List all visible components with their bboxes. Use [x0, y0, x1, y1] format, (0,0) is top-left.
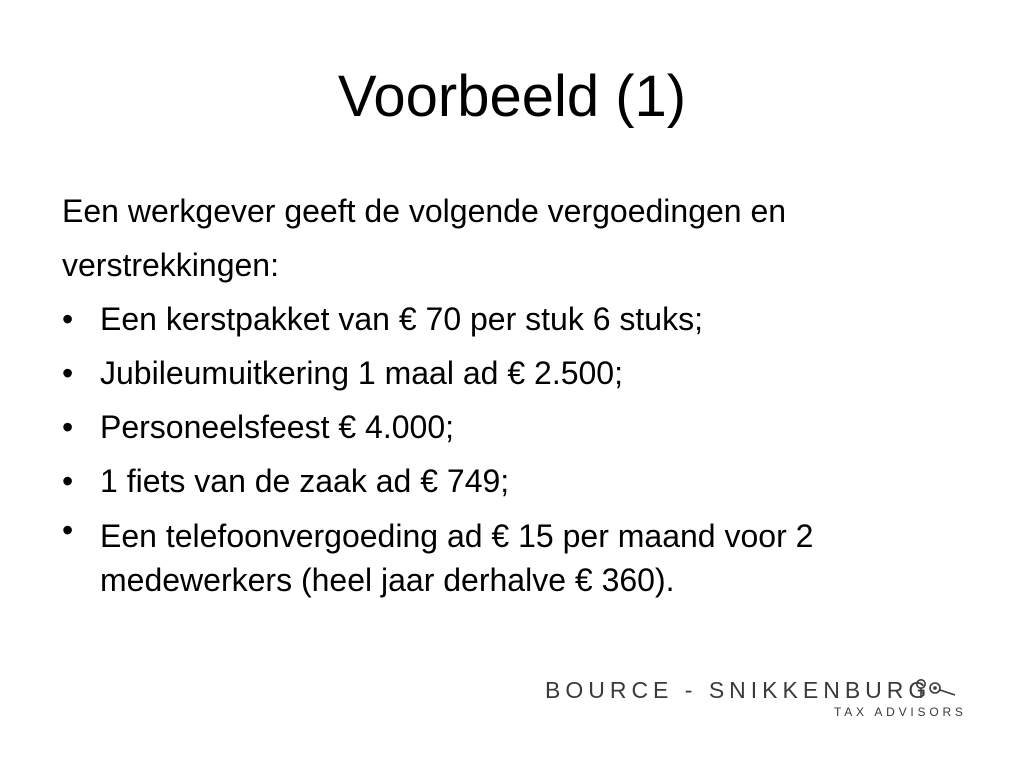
- bullet-item: [62, 346, 962, 400]
- bullet-list: [62, 292, 962, 602]
- intro-line-2: verstrekkingen:: [62, 247, 279, 283]
- bullet-dot-icon: •: [62, 301, 74, 337]
- logo-sub-text: TAX ADVISORS: [834, 705, 967, 719]
- bullet-dot-icon: •: [62, 463, 74, 499]
- company-logo: [545, 676, 965, 726]
- bullet-item: [62, 454, 962, 508]
- bullet-item: [62, 508, 962, 602]
- slide-title: Voorbeeld (1): [337, 64, 687, 129]
- magnifier-key-icon: [915, 678, 959, 700]
- bullet-text: Personeelsfeest € 4.000;: [100, 409, 455, 445]
- bullet-text: Een telefoonvergoeding ad € 15 per maand voor 2 medewerkers (heel jaar derhalve € 360).: [100, 518, 814, 598]
- slide-body: [62, 184, 962, 602]
- bullet-item: [62, 400, 962, 454]
- bullet-dot-icon: •: [62, 355, 74, 391]
- logo-main-text: BOURCE - SNIKKENBURG: [545, 677, 932, 703]
- bullet-dot-icon: •: [62, 409, 74, 445]
- bullet-text: 1 fiets van de zaak ad € 749;: [100, 463, 510, 499]
- bullet-item: [62, 292, 962, 346]
- intro-line-1: Een werkgever geeft de volgende vergoedingen en: [62, 193, 787, 229]
- bullet-text: Jubileumuitkering 1 maal ad € 2.500;: [100, 355, 623, 391]
- bullet-dot-icon: •: [62, 512, 74, 548]
- bullet-text: Een kerstpakket van € 70 per stuk 6 stuks;: [100, 301, 703, 337]
